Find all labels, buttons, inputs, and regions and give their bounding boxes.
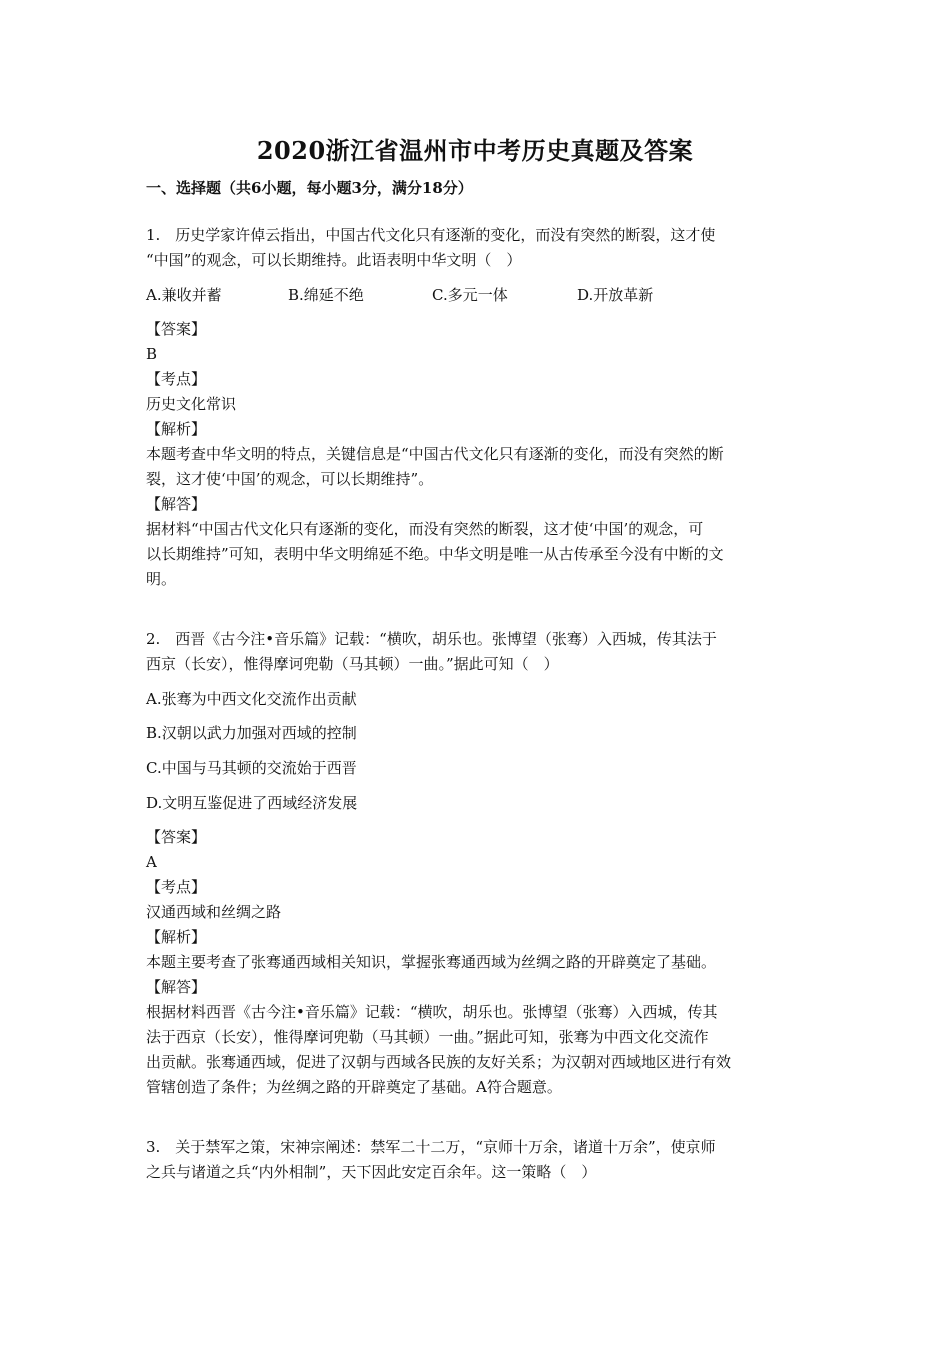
question-2-option-a: A.张骞为中西文化交流作出贡献 (146, 690, 357, 708)
section-heading: 一、选择题（共6小题，每小题3分，满分18分） (146, 179, 473, 197)
question-1-solution-line: 以长期维持”可知，表明中华文明绵延不绝。中华文明是唯一从古传承至今没有中断的文 (146, 545, 724, 563)
question-2-analysis: 本题主要考查了张骞通西域相关知识，掌握张骞通西域为丝绸之路的开辟奠定了基础。 (146, 953, 717, 971)
question-1-point: 历史文化常识 (146, 395, 237, 413)
question-1-answer: B (146, 345, 158, 363)
question-1-stem (146, 223, 806, 273)
question-3-stem (146, 1135, 806, 1185)
question-1-stem-line: “中国”的观念，可以长期维持。此语表明中华文明（ ） (146, 251, 522, 269)
question-2-solution (146, 1000, 806, 1100)
question-2-solution-line: 法于西京（长安），惟得摩诃兜勒（马其顿）一曲。”据此可知，张骞为中西文化交流作 (146, 1028, 709, 1046)
question-1-analysis-line: 裂，这才使‘中国’的观念，可以长期维持”。 (146, 470, 434, 488)
question-1-analysis-line: 本题考查中华文明的特点，关键信息是“中国古代文化只有逐渐的变化，而没有突然的断 (146, 445, 724, 463)
point-label: 【考点】 (146, 370, 207, 388)
question-1-option-c: C.多元一体 (432, 286, 508, 304)
solution-label: 【解答】 (146, 495, 207, 513)
question-2-option-b: B.汉朝以武力加强对西域的控制 (146, 724, 357, 742)
analysis-label: 【解析】 (146, 420, 207, 438)
document-title: 2020浙江省温州市中考历史真题及答案 (256, 136, 694, 165)
question-1-solution-line: 据材料“中国古代文化只有逐渐的变化，而没有突然的断裂，这才使‘中国’的观念，可 (146, 520, 704, 538)
question-2-solution-line: 根据材料西晋《古今注•音乐篇》记载：“横吹，胡乐也。张博望（张骞）入西城，传其 (146, 1003, 718, 1021)
question-2-solution-line: 管辖创造了条件；为丝绸之路的开辟奠定了基础。A符合题意。 (146, 1078, 562, 1096)
question-2-solution-line: 出贡献。张骞通西域，促进了汉朝与西域各民族的友好关系；为汉朝对西域地区进行有效 (146, 1053, 732, 1071)
question-1-option-a: A.兼收并蓄 (146, 286, 222, 304)
question-2-point: 汉通西域和丝绸之路 (146, 903, 282, 921)
question-3-stem-line: 3. 关于禁军之策，宋神宗阐述：禁军二十二万，“京师十万余，诸道十万余”，使京师 (146, 1138, 716, 1156)
question-2-stem-line: 2. 西晋《古今注•音乐篇》记载：“横吹，胡乐也。张博望（张骞）入西城，传其法于 (146, 630, 717, 648)
question-2-option-d: D.文明互鉴促进了西域经济发展 (146, 794, 358, 812)
question-1-option-d: D.开放革新 (577, 286, 654, 304)
point-label: 【考点】 (146, 878, 207, 896)
question-2-stem (146, 627, 806, 677)
answer-label: 【答案】 (146, 320, 207, 338)
question-1-stem-line: 1. 历史学家许倬云指出，中国古代文化只有逐渐的变化，而没有突然的断裂，这才使 (146, 226, 716, 244)
question-1-solution (146, 517, 806, 592)
question-2-answer: A (146, 853, 157, 871)
solution-label: 【解答】 (146, 978, 207, 996)
question-1-analysis (146, 442, 806, 492)
question-3-stem-line: 之兵与诸道之兵“内外相制”，天下因此安定百余年。这一策略（ ） (146, 1163, 597, 1181)
question-2-option-c: C.中国与马其顿的交流始于西晋 (146, 759, 357, 777)
question-2-stem-line: 西京（长安），惟得摩诃兜勒（马其顿）一曲。”据此可知（ ） (146, 655, 559, 673)
question-1-option-b: B.绵延不绝 (288, 286, 364, 304)
answer-label: 【答案】 (146, 828, 207, 846)
question-1-options (146, 283, 806, 308)
analysis-label: 【解析】 (146, 928, 207, 946)
question-1-solution-line: 明。 (146, 570, 177, 588)
